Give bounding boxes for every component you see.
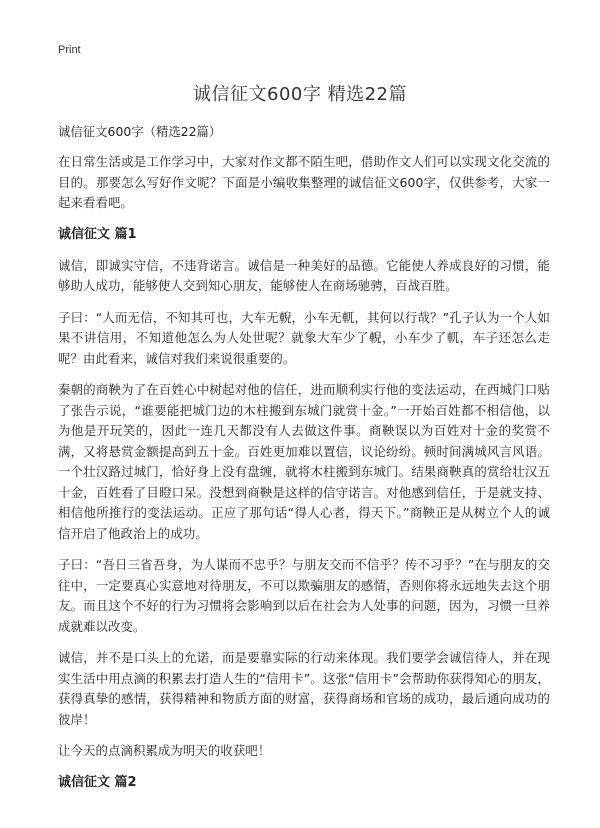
article-body [58,122,550,804]
paragraph: 让今天的点滴积累成为明天的收获吧！ [58,743,271,758]
paragraph: 诚信，并不是口头上的允诺，而是要靠实际的行动来体现。我们要学会诚信待人，并在现实生活中用点滴的积累去打造人生的“信用卡”。这张“信用卡”会帮助你获得知心的朋友，获得真挚的感情，获得精神和物质方面的财富，获得商场和官场的成功，最后通向成功的彼岸！ [58,650,550,727]
paragraph: 秦朝的商鞅为了在百姓心中树起对他的信任，进而顺利实行他的变法运动，在西城门口贴了张告示说，“谁要能把城门边的木柱搬到东城门就赏十金。”一开始百姓都不相信他，以为他是开玩笑的，因此一连几天都没有人去做这件事。商鞅误以为百姓对十金的奖赏不满，又将悬赏金额提高到五十金。百姓更加难以置信，议论纷纷。顿时间满城风言风语。一个壮汉路过城门，恰好身上没有盘缠，就将木柱搬到东城门。结果商鞅真的赏给壮汉五十金，百姓看了目瞪口呆。没想到商鞅是这样的信守诺言。对他感到信任，于是就支持、相信他所推行的变法运动。正应了那句话“得人心者，得天下。”商鞅正是从树立个人的诚信开启了他政治上的成功。 [58,382,550,541]
paragraph: 诚信，即诚实守信，不违背诺言。诚信是一种美好的品德。它能使人养成良好的习惯，能够助人成功，能够使人交到知心朋友，能够使人在商场驰骋，百战百胜。 [58,257,550,293]
intro-paragraph: 在日常生活或是工作学习中，大家对作文都不陌生吧，借助作文人们可以实现文化交流的目的。那要怎么写好作文呢？下面是小编收集整理的诚信征文600字，仅供参考，大家一起来看看吧。 [58,154,550,210]
page-title: 诚信征文600字 精选22篇 [193,84,407,105]
section-heading-2: 诚信征文 篇2 [58,774,137,790]
paragraph: 子曰：“吾日三省吾身，为人谋而不忠乎？与朋友交而不信乎？传不习乎？”在与朋友的交往中，一定要真心实意地对待朋友，不可以欺骗朋友的感情，否则你将永远地失去这个朋友。而且这个不好的行为习惯将会影响到以后在社会为人处事的问题，因为，习惯一旦养成就难以改变。 [58,557,550,634]
print-link[interactable]: Print [58,44,81,56]
article-subtitle: 诚信征文600字（精选22篇） [58,124,222,139]
section-heading-1: 诚信征文 篇1 [58,226,137,242]
paragraph: 子曰：“人而无信，不知其可也，大车无輗，小车无軏，其何以行哉？”孔子认为一个人如果不讲信用，不知道他怎么为人处世呢？就象大车少了輗，小车少了軏，车子还怎么走呢？由此看来，诚信对我们来说很重要的。 [58,309,550,366]
